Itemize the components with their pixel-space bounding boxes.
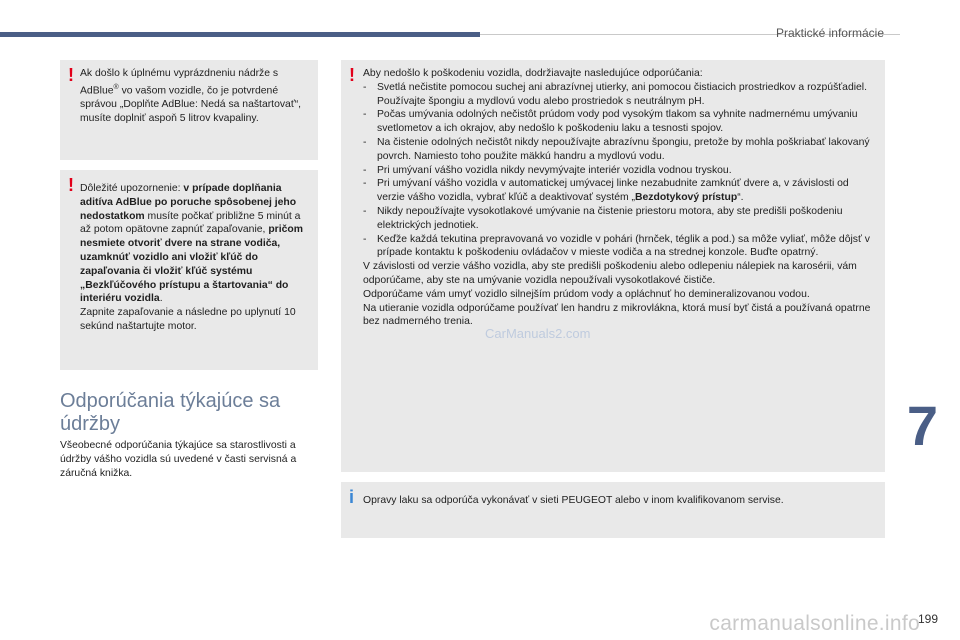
- warning-box-adblue-refill: [60, 170, 318, 370]
- list-item: - Pri umývaní vášho vozidla nikdy nevymývajte interiér vozidla vodnou tryskou.: [363, 164, 877, 178]
- warning-exclamation-icon: !: [349, 65, 355, 85]
- warning-text: Dôležité upozornenie: v prípade doplňania aditíva AdBlue po poruche spôsobenej jeho nedostatkom musíte počkať približne 5 minút a až potom opätovne zapnúť zapaľovanie, pričom nesmiete otvoriť dvere na strane vodiča, uzamknúť vozidlo ani vložiť kľúč do zapaľovania či vložiť kľúč systému „Bezkľúčového prístupu a štartovania“ do interiéru vozidla. Zapnite zapaľovanie a následne po uplynutí 10 sekúnd naštartujte motor.: [80, 183, 303, 332]
- paragraph: Odporúčame vám umyť vozidlo silnejším prúdom vody a opláchnuť ho demineralizovanou vodou.: [363, 288, 810, 300]
- warning-exclamation-icon: !: [68, 65, 74, 85]
- header-accent-bar: [0, 32, 480, 37]
- intro-paragraph: Všeobecné odporúčania týkajúce sa starostlivosti a údržby vášho vozidla sú uvedené v časti servisná a záručná knižka.: [60, 440, 297, 479]
- page-number: 199: [917, 612, 938, 626]
- paragraph: V závislosti od verzie vášho vozidla, aby ste predišli poškodeniu alebo odlepeniu nálepiek na karosérii, vám odporúčame, aby ste na umývanie vozidla nepoužívali vysokotlakové čističe.: [363, 261, 857, 286]
- list-item: - Počas umývania odolných nečistôt prúdom vody pod vysokým tlakom sa vyhnite nadmernému umývaniu svetlometov a ich okrajov, aby nedošlo k poškodeniu laku a tesnosti spojov.: [363, 108, 877, 136]
- watermark: CarManuals2.com: [485, 326, 591, 341]
- warning-text: Aby nedošlo k poškodeniu vozidla, dodržiavajte nasledujúce odporúčania: - Svetlá nečistite pomocou suchej ani abrazívnej utierky, ani pomocou čistiacich prostriedkov a rozpúšťadiel. Používajte špongiu a mydlovú vodu alebo prostriedok s neutrálnym pH. - Počas umývania odolných nečistôt prúdom vody pod vysokým tlakom sa vyhnite nadmernému umývaniu svetlometov a ich okrajov, aby nedošlo k poškodeniu laku a tesnosti spojov. - Na čistenie odolných nečistôt nikdy nepoužívajte abrazívnu špongiu, pretože by mohla poškriabať lakovaný povrch. Namiesto toho použite mäkkú handru a mydlovú vodu. - Pri umývaní vášho vozidla nikdy nevymývajte interiér vozidla vodnou tryskou. - Pri umývaní vášho vozidla v automatickej umývacej linke nezabudnite zamknúť dvere a, v závislosti od verzie vášho vozidla, vybrať kľúč a deaktivovať systém „Bezdotykový prístup“. - Nikdy nepoužívajte vysokotlakové umývanie na čistenie priestoru motora, aby ste predišli poškodeniu elektrických jednotiek. - Keďže každá tekutina prepravovaná vo vozidle v pohári (hrnček, téglik a pod.) sa môže vyliať, môže dôjsť v prípade kontaktu k poškodeniu ovládačov v mieste vodiča a na strednej konzole. Buďte opatrný. V závislosti od verzie vášho vozidla, aby ste predišli poškodeniu alebo odlepeniu nálepiek na karosérii, vám odporúčame, aby ste na umývanie vozidla nepoužívali vysokotlakové čističe. Odporúčame vám umyť vozidlo silnejším prúdom vody a opláchnuť ho demineralizovanou vodou. Na utieranie vozidla odporúčame používať len handru z mikrovlákna, ktorá musí byť čistá a používaná opatrne bez nadmerného trenia.: [363, 67, 877, 329]
- paragraph: Na utieranie vozidla odporúčame používať len handru z mikrovlákna, ktorá musí byť čistá a používaná opatrne bez nadmerného trenia.: [363, 302, 871, 328]
- list-item: - Keďže každá tekutina prepravovaná vo vozidle v pohári (hrnček, téglik a pod.) sa môže vyliať, môže dôjsť v prípade kontaktu k poškodeniu ovládačov v mieste vodiča a na strednej konzole. Buďte opatrný.: [363, 233, 877, 261]
- warning-box-washing: [341, 60, 885, 472]
- section-heading: Odporúčania týkajúce sa údržby: [60, 390, 281, 435]
- list-item: - Pri umývaní vášho vozidla v automatickej umývacej linke nezabudnite zamknúť dvere a, v závislosti od verzie vášho vozidla, vybrať kľúč a deaktivovať systém „Bezdotykový prístup“.: [363, 177, 877, 205]
- warning-exclamation-icon: !: [68, 175, 74, 195]
- section-header: Praktické informácie: [775, 26, 884, 40]
- info-box-paint-repair: [341, 482, 885, 538]
- warning-box-adblue-empty: [60, 60, 318, 160]
- info-text: Opravy laku sa odporúča vykonávať v sieti PEUGEOT alebo v inom kvalifikovanom servise.: [363, 495, 784, 506]
- footer-watermark: carmanualsonline.info: [709, 612, 920, 635]
- list-item: - Nikdy nepoužívajte vysokotlakové umývanie na čistenie priestoru motora, aby ste predišli poškodeniu elektrických jednotiek.: [363, 205, 877, 233]
- list-item: - Svetlá nečistite pomocou suchej ani abrazívnej utierky, ani pomocou čistiacich prostriedkov a rozpúšťadiel. Používajte špongiu a mydlovú vodu alebo prostriedok s neutrálnym pH.: [363, 81, 877, 109]
- info-i-icon: i: [349, 487, 355, 507]
- list-item: - Na čistenie odolných nečistôt nikdy nepoužívajte abrazívnu špongiu, pretože by mohla poškriabať lakovaný povrch. Namiesto toho použite mäkkú handru a mydlovú vodu.: [363, 136, 877, 164]
- chapter-number: 7: [906, 394, 938, 457]
- warning-text: Ak došlo k úplnému vyprázdneniu nádrže s AdBlue® vo vašom vozidle, čo je potvrdené správou „Doplňte AdBlue: Nedá sa naštartovať“, musíte doplniť aspoň 5 litrov kvapaliny.: [80, 68, 302, 124]
- advice-list: [363, 81, 877, 260]
